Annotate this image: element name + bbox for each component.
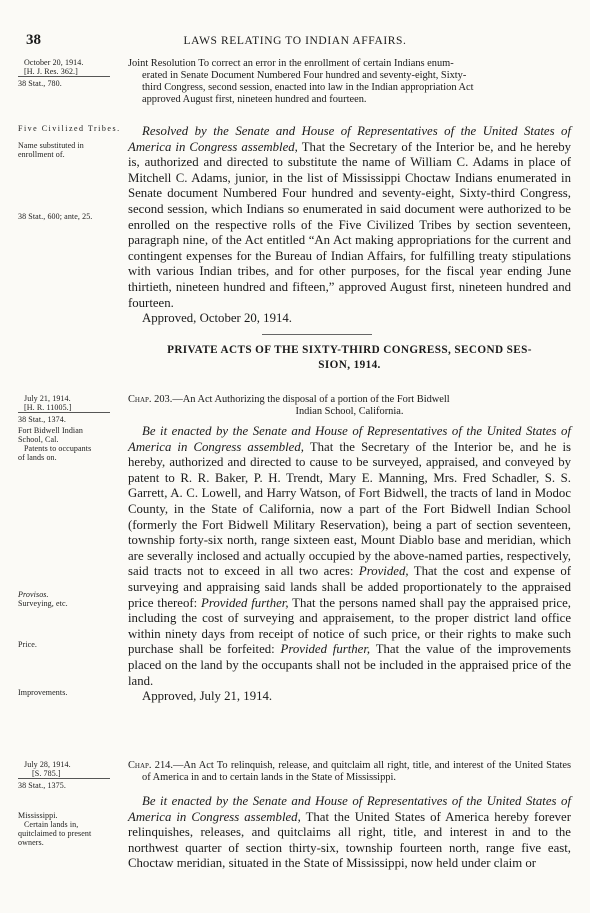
provided-1: Provided, <box>358 564 409 579</box>
margin-subject: Fort Bidwell Indian <box>18 426 84 435</box>
chap-203-body-2: That the cost and expense of surveying and appraising said lands shall be added proportionately to the appraised price thereof: <box>128 564 572 610</box>
page-header <box>0 32 590 52</box>
margin-patents-2: of lands on. <box>18 453 57 462</box>
margin-note-provisos <box>18 590 124 608</box>
margin-name-substituted: Name substituted in <box>18 141 84 150</box>
margin-rule <box>18 412 110 413</box>
chap-214-title-text: —An Act To relinquish, release, and quitclaim all right, title, and interest of the United States of America in and to certain lands in the State of Mississippi. <box>142 760 571 783</box>
chap-203-body-1: That the Secretary of the Interior be, and he is hereby, authorized and directed to cause to be surveyed, appraised, and conveyed by patent to R. R. Baker, P. H. Trendt, Mary E. Manning, Mrs. Fred Schadler, S. S. Garrett, A. C. Lowell, and Harry Watson, of Fort Bidwell, the tracts of land in Modoc County, in the State of California, now a part of the Fort Bidwell Indian School (formerly the Fort Bidwell Military Reservation), being a part of section seventeen, township forty-six north, range sixteen east, Mount Diablo base and meridian, which are severally inclosed and actually occupied by the above-named parties, respectively, said tracts not to exceed in all two acres: <box>128 439 571 579</box>
margin-note-tribes <box>18 124 124 159</box>
jr-title-line: erated in Senate Document Numbered Four hundred and seventy-eight, Sixty- <box>142 70 467 81</box>
margin-provisos: Provisos. <box>18 590 49 599</box>
margin-improvements: Improvements. <box>18 688 68 697</box>
margin-stat: 38 Stat., 1374. <box>18 415 66 424</box>
chap-214-body: That the United States of America hereby forever relinquishes, releases, and quitclaims all right, title, and interest in and to the northwest quarter of section thirty-six, township fourteen north, range five east, Choctaw meridian, situated in the State of Mississippi, now held under claim or <box>128 809 572 871</box>
margin-subject-2: Certain lands in, <box>24 820 79 829</box>
margin-patents: Patents to occupants <box>24 444 92 453</box>
margin-date: October 20, 1914. <box>24 58 84 67</box>
chap-203-paragraph <box>128 424 571 689</box>
margin-stat-ref-text: 38 Stat., 600; ante, 25. <box>18 212 93 221</box>
margin-bill: [H. J. Res. 362.] <box>24 67 78 76</box>
margin-subject-2: School, Cal. <box>18 435 59 444</box>
margin-tribes: Five Civilized Tribes. <box>18 124 121 133</box>
chap-203-approved: Approved, July 21, 1914. <box>142 689 273 704</box>
jr-title-line: Joint Resolution To correct an error in the enrollment of certain Indians enum- <box>128 58 454 69</box>
margin-subject: Mississippi. <box>18 811 58 820</box>
chap-title-1: —An Act Authorizing the disposal of a portion of the Fort Bidwell <box>172 394 450 405</box>
margin-bill: [S. 785.] <box>32 769 61 778</box>
margin-name-substituted-2: enrollment of. <box>18 150 65 159</box>
margin-note-chap-203 <box>18 394 124 462</box>
chap-label: Chap. 203. <box>128 394 173 405</box>
chap-203 <box>128 394 571 705</box>
provided-2: Provided further, <box>201 595 289 610</box>
running-head: LAWS RELATING TO INDIAN AFFAIRS. <box>183 35 407 47</box>
page-number: 38 <box>26 32 41 48</box>
section-heading-line-2: SION, 1914. <box>318 359 381 371</box>
margin-rule <box>18 778 110 779</box>
margin-subject-4: owners. <box>18 838 44 847</box>
section-divider <box>262 334 372 335</box>
section-heading-line-1: PRIVATE ACTS OF THE SIXTY-THIRD CONGRESS, SECOND SES- <box>167 344 532 356</box>
chap-title-2: Indian School, California. <box>295 406 404 417</box>
margin-note-improvements <box>18 688 124 697</box>
margin-note-chap-214 <box>18 760 124 790</box>
chap-label: Chap. 214. <box>128 760 173 771</box>
joint-resolution-body <box>128 124 571 327</box>
margin-rule <box>18 76 110 77</box>
margin-note-mississippi <box>18 811 124 847</box>
margin-date: July 21, 1914. <box>24 394 71 403</box>
jr-approved: Approved, October 20, 1914. <box>142 311 292 326</box>
chap-214-title <box>128 760 571 784</box>
chap-214 <box>128 760 571 872</box>
chap-203-body-4: That the value of the improvements placed on the land by the occupants shall not be included in the appraised price of the land. <box>128 642 571 688</box>
provided-3: Provided further, <box>280 642 371 657</box>
jr-title-line: third Congress, second session, enacted into law in the Indian appropriation Act <box>142 82 474 93</box>
margin-subject-3: quitclaimed to present <box>18 829 92 838</box>
margin-stat: 38 Stat., 1375. <box>18 781 66 790</box>
enacting-clause: Be it enacted by the Senate and House of Representatives of the United States of America in Congress assembled, <box>128 424 571 454</box>
chap-203-title <box>128 394 571 418</box>
margin-date: July 28, 1914. <box>24 760 71 769</box>
margin-stat: 38 Stat., 780. <box>18 79 62 88</box>
chap-203-body-3: That the persons named shall pay the appraised price, including the cost of surveying and appraisement, to the proper district land office within ninety days from receipt of notice of such price, or their rights to make such purchase shall be forfeited: <box>128 595 571 657</box>
jr-body-text: That the Secretary of the Interior be, and he hereby is, authorized and directed to substitute the name of William C. Adams in place of Mitchell C. Adams, junior, in the list of Mississippi Choctaw Indians enumerated in Senate document Numbered Four hundred and seventy-eight, Sixty-third Congress, second session, which Indians so enumerated in said document were authorized to be enrolled on the respective rolls of the Five Civilized Tribes by section seventeen, paragraph nine, of the Act entitled “An Act making appropriations for the current and contingent expenses for the Bureau of Indian Affairs, for fulfilling treaty stipulations with various Indian tribes, and for other purposes, for the fiscal year ending June thirtieth, nineteen hundred and fifteen,” approved August first, nineteen hundred and fourteen. <box>128 139 572 310</box>
joint-resolution-title <box>128 58 571 106</box>
enacting-clause: Resolved by the Senate and House of Representatives of the United States of America in Congress assembled, <box>128 124 571 154</box>
margin-price: Price. <box>18 640 38 649</box>
margin-bill: [H. R. 11005.] <box>24 403 72 412</box>
chap-214-paragraph <box>128 794 571 872</box>
margin-stat-ref <box>18 212 124 221</box>
margin-note-joint-resolution <box>18 58 124 88</box>
margin-surveying: Surveying, etc. <box>18 599 68 608</box>
margin-note-price <box>18 640 124 649</box>
jr-title-line: approved August first, nineteen hundred and fourteen. <box>142 94 367 105</box>
enacting-clause: Be it enacted by the Senate and House of Representatives of the United States of America in Congress assembled, <box>128 794 571 824</box>
jr-paragraph <box>128 124 571 311</box>
section-heading <box>128 343 571 373</box>
